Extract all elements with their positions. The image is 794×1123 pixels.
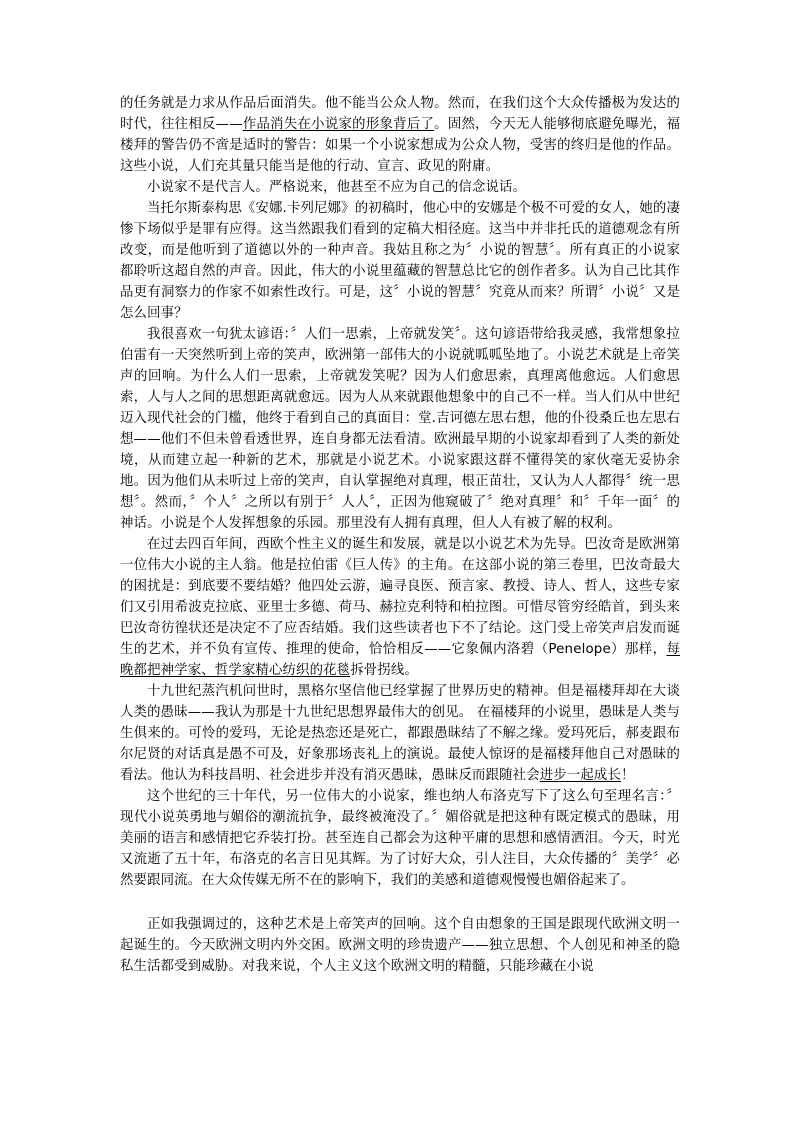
text-segment: 十九世纪蒸汽机问世时，黑格尔坚信他已经掌握了世界历史的精神。但是福楼拜却在大谈人类的愚昧——我认为那是十九世纪思想界最伟大的创见。 在福楼拜的小说里，愚昧是人类与生俱来的。可怜的爱玛，无论是热恋还是死亡，都跟愚昧结了不解之缘。爱玛死后，郝麦跟布尔尼贤的对话真是愚不可及，好象那场丧礼上的演说。最使人惊讶的是福楼拜他自己对愚昧的看法。他认为科技昌明、社会进步并没有消灭愚昧，愚昧反而跟随社会 [120,684,680,783]
paragraph-1 [120,93,680,177]
paragraph-2 [120,177,680,198]
paragraph-3 [120,198,680,324]
paragraph-6 [120,681,680,786]
text-segment: ！ [621,768,635,783]
text-segment: 的任务就是力求从作品后面消失。他不能当公众人物。然而，在我们这个大众传播极为发达的时代，往往相反—— [120,96,680,132]
text-segment: 拆骨拐线。 [350,663,418,678]
paragraph-7 [120,786,680,891]
paragraph-4 [120,324,680,534]
text-segment: 正如我强调过的，这种艺术是上帝笑声的回响。这个自由想象的王国是跟现代欧洲文明一起诞生的。今天欧洲文明内外交困。欧洲文明的珍贵遗产——独立思想、个人创见和神圣的隐私生活都受到威胁。对我来说，个人主义这个欧洲文明的精髓，只能珍藏在小说 [120,917,680,974]
text-segment: 在过去四百年间，西欧个性主义的诞生和发展，就是以小说艺术为先导。巴汝奇是欧洲第一位伟大小说的主人翁。他是拉伯雷《巨人传》的主角。在这部小说的第三卷里，巴汝奇最大的困扰是：到底要不要结婚？他四处云游，遍寻良医、预言家、教授、诗人、哲人，这些专家们又引用希波克拉底、亚里士多德、荷马、赫拉克利特和柏拉图。可惜尽管穷经皓首，到头来巴汝奇彷徨状还是决定不了应否结婚。我们这些读者也下不了结论。这门受上帝笑声启发而诞生的艺术，并不负有宣传、推理的使命，恰恰相反——它象佩内洛碧（Penelope）那样， [120,537,680,657]
paragraph-8 [120,914,680,977]
text-segment: 当托尔斯泰构思《安娜.卡列尼娜》的初稿时，他心中的安娜是个极不可爱的女人，她的凄惨下场似乎是罪有应得。这当然跟我们看到的定稿大相径庭。这当中并非托氏的道德观念有所改变，而是他听到了道德以外的一种声音。我姑且称之为〞小说的智慧〞。所有真正的小说家都聆听这超自然的声音。因此，伟大的小说里蕴藏的智慧总比它的创作者多。认为自己比其作品更有洞察力的作家不如索性改行。可是，这〞小说的智慧〞究竟从而来？所谓〞小说〞又是怎么回事？ [120,201,680,321]
underlined-phrase: 作品消失在小说家的形象背后了 [242,117,435,132]
text-segment: 。固然，今天无人能够彻底避免曝光，福楼拜的警告仍不啻是适时的警告：如果一个小说家想成为公众人物，受害的终归是他的作品。这些小说，人们充其量只能当是他的行动、宣言、政见的附庸。 [120,117,680,174]
text-segment: 我很喜欢一句犹太谚语：〞人们一思索，上帝就发笑〞。这句谚语带给我灵感，我常想象拉伯雷有一天突然听到上帝的笑声，欧洲第一部伟大的小说就呱呱坠地了。小说艺术就是上帝笑声的回响。为什么人们一思索，上帝就发笑呢？因为人们愈思索，真理离他愈远。人们愈思索，人与人之间的思想距离就愈远。因为人从来就跟他想象中的自己不一样。当人们从中世纪迈入现代社会的门槛，他终于看到自己的真面目：堂.吉诃德左思右想，他的仆役桑丘也左思右想——他们不但未曾看透世界，连自身都无法看清。欧洲最早期的小说家却看到了人类的新处境，从而建立起一种新的艺术，那就是小说艺术。小说家跟这群不懂得笑的家伙毫无妥协余地。因为他们从未听过上帝的笑声，自认掌握绝对真理，根正苗壮，又认为人人都得〞统一思想〞。然而，〞个人〞之所以有别于〞人人〞，正因为他窥破了〞绝对真理〞和〞千年一面〞的神话。小说是个人发挥想象的乐园。那里没有人拥有真理，但人人有被了解的权利。 [120,327,680,531]
text-segment: 这个世纪的三十年代，另一位伟大的小说家，维也纳人布洛克写下了这么句至理名言：〞现代小说英勇地与媚俗的潮流抗争，最终被淹没了。〞媚俗就是把这种有既定模式的愚昧，用美丽的语言和感情把它乔装打扮。甚至连自己都会为这种平庸的思想和感情洒泪。今天，时光又流逝了五十年，布洛克的名言日见其辉。为了讨好大众，引人注目，大众传播的〞美学〞必然要跟同流。在大众传媒无所不在的影响下，我们的美感和道德观慢慢也媚俗起来了。 [120,789,680,888]
underlined-phrase: 每晚都把神学家、哲学家精心纺织的花毯 [120,642,680,678]
underlined-phrase: 进步一起成长 [539,768,622,783]
paragraph-5 [120,534,680,681]
text-segment: 小说家不是代言人。严格说来，他甚至不应为自己的信念说话。 [147,180,527,195]
